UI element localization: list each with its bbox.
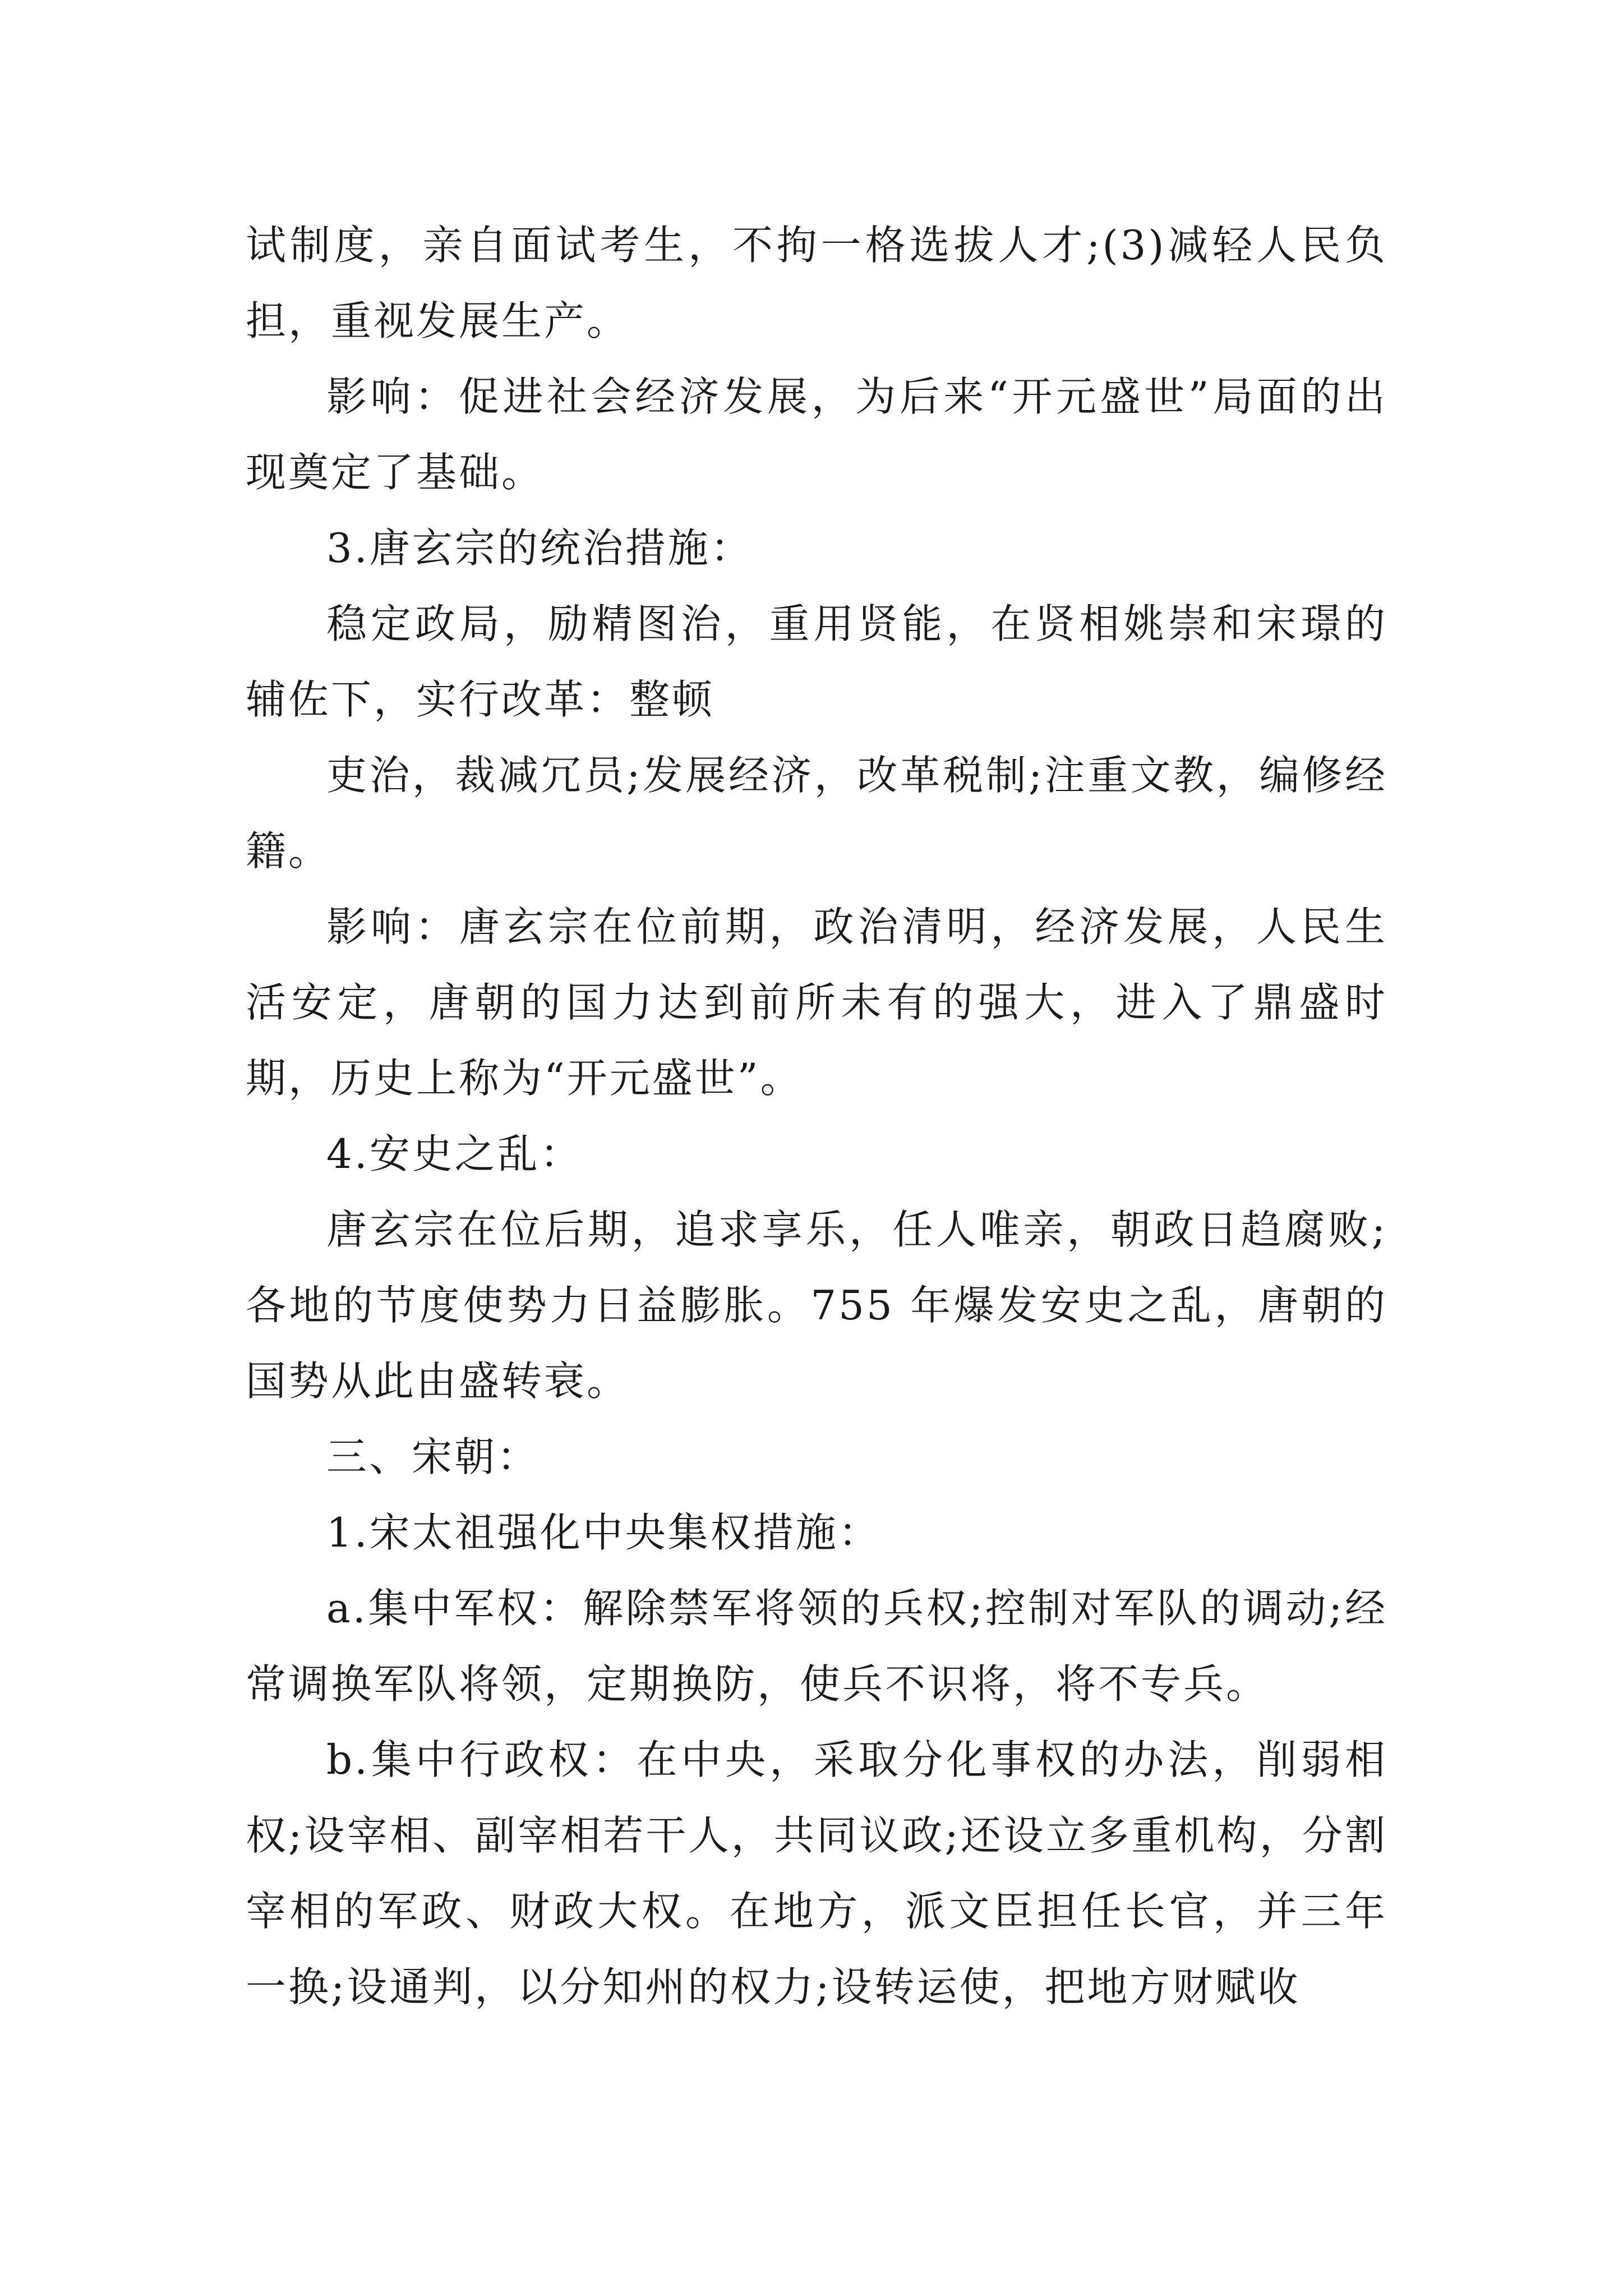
paragraph: 吏治，裁减冗员;发展经济，改革税制;注重文教，编修经籍。	[246, 752, 1387, 875]
paragraph: a.集中军权：解除禁军将领的兵权;控制对军队的调动;经常调换军队将领，定期换防，使兵不识将，将不专兵。	[246, 1585, 1387, 1708]
paragraph: 影响：唐玄宗在位前期，政治清明，经济发展，人民生活安定，唐朝的国力达到前所未有的强大，进入了鼎盛时期，历史上称为“开元盛世”。	[246, 903, 1387, 1102]
section-heading: 1.宋太祖强化中央集权措施：	[326, 1509, 881, 1556]
paragraph: 唐玄宗在位后期，追求享乐，任人唯亲，朝政日趋腐败;各地的节度使势力日益膨胀。755 年爆发安史之乱，唐朝的国势从此由盛转衰。	[246, 1206, 1387, 1405]
paragraph: 试制度，亲自面试考生，不拘一格选拔人才;(3)减轻人民负担，重视发展生产。	[246, 222, 1387, 344]
paragraph: 稳定政局，励精图治，重用贤能，在贤相姚崇和宋璟的辅佐下，实行改革：整顿	[246, 600, 1387, 723]
document-body	[246, 208, 1387, 2025]
chapter-heading: 三、宋朝：	[326, 1433, 540, 1480]
section-heading: 3.唐玄宗的统治措施：	[326, 524, 753, 572]
paragraph: b.集中行政权：在中央，采取分化事权的办法，削弱相权;设宰相、副宰相若干人，共同议政;还设立多重机构，分割宰相的军政、财政大权。在地方，派文臣担任长官，并三年一换;设通判，以分知州的权力;设转运使，把地方财赋收	[246, 1736, 1387, 2010]
section-heading: 4.安史之乱：	[326, 1130, 583, 1177]
paragraph: 影响：促进社会经济发展，为后来“开元盛世”局面的出现奠定了基础。	[246, 373, 1387, 496]
